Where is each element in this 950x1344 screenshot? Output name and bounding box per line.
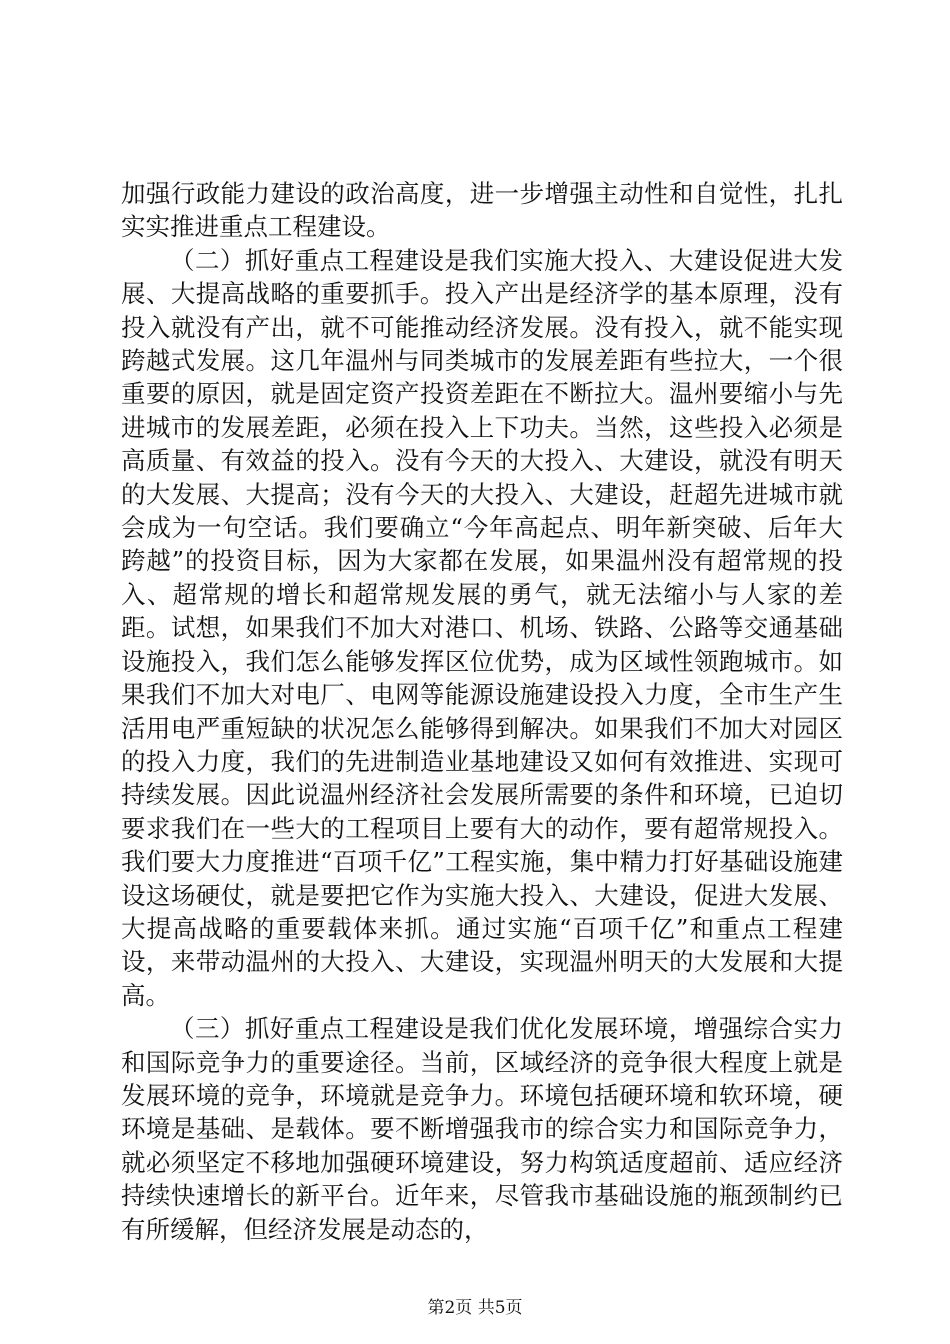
paragraph-section-3: （三）抓好重点工程建设是我们优化发展环境，增强综合实力和国际竞争力的重要途径。当前，区域经济的竞争很大程度上就是发展环境的竞争，环境就是竞争力。环境包括硬环境和软环境，硬环境是基础、是载体。要不断增强我市的综合实力和国际竞争力，就必须坚定不移地加强硬环境建设，努力构筑适度超前、适应经济持续快速增长的新平台。近年来，尽管我市基础设施的瓶颈制约已有所缓解，但经济发展是动态的， — [121, 1014, 843, 1244]
document-body — [121, 177, 843, 1246]
paragraph-section-2: （二）抓好重点工程建设是我们实施大投入、大建设促进大发展、大提高战略的重要抓手。投入产出是经济学的基本原理，没有投入就没有产出，就不可能推动经济发展。没有投入，就不能实现跨越式发展。这几年温州与同类城市的发展差距有些拉大，一个很重要的原因，就是固定资产投资差距在不断拉大。温州要缩小与先进城市的发展差距，必须在投入上下功夫。当然，这些投入必须是高质量、有效益的投入。没有今天的大投入、大建设，就没有明天的大发展、大提高；没有今天的大投入、大建设，赶超先进城市就会成为一句空话。我们要确立“今年高起点、明年新突破、后年大跨越”的投资目标，因为大家都在发展，如果温州没有超常规的投入、超常规的增长和超常规发展的勇气，就无法缩小与人家的差距。试想，如果我们不加大对港口、机场、铁路、公路等交通基础设施投入，我们怎么能够发挥区位优势，成为区域性领跑城市。如果我们不加大对电厂、电网等能源设施建设投入力度，全市生产生活用电严重短缺的状况怎么能够得到解决。如果我们不加大对园区的投入力度，我们的先进制造业基地建设又如何有效推进、实现可持续发展。因此说温州经济社会发展所需要的条件和环境，已迫切要求我们在一些大的工程项目上要有大的动作，要有超常规投入。我们要大力度推进“百项千亿”工程实施，集中精力打好基础设施建设这场硬仗，就是要把它作为实施大投入、大建设，促进大发展、大提高战略的重要载体来抓。通过实施“百项千亿”和重点工程建设，来带动温州的大投入、大建设，实现温州明天的大发展和大提高。 — [121, 245, 843, 1010]
page-footer: 第2页 共5页 — [427, 1298, 523, 1318]
paragraph-continuation: 加强行政能力建设的政治高度，进一步增强主动性和自觉性，扎扎实实推进重点工程建设。 — [121, 179, 843, 242]
